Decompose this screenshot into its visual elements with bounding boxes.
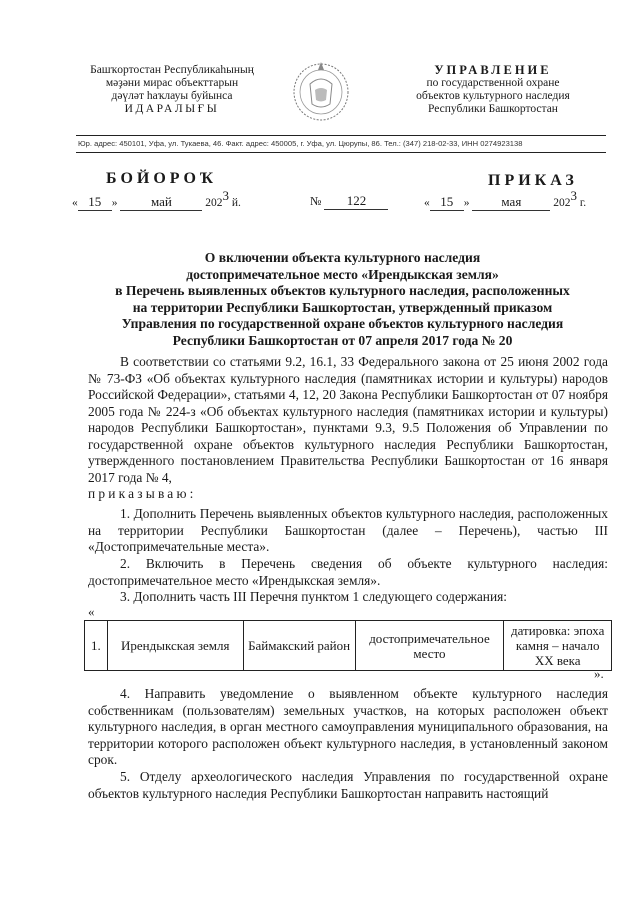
heading-line: достопримечательное место «Ирендыкская земля» — [186, 266, 499, 282]
header-left-line-3: дәүләт һаҡлауы буйынса — [111, 90, 233, 102]
header-divider-bottom — [76, 152, 606, 153]
date-left-day: 15 — [78, 194, 112, 211]
header-bashkir-org — [72, 64, 272, 116]
order-number — [310, 193, 388, 210]
number-sign: № — [310, 194, 322, 208]
cell-district: Баймакский район — [243, 621, 355, 671]
date-right: « 15 » мая 2023 г. — [424, 188, 587, 209]
order-title-bashkir: БОЙОРОҠ — [106, 170, 218, 187]
quote-open: « — [88, 604, 95, 619]
order-title-russian: ПРИКАЗ — [488, 172, 578, 189]
item-1: 1. Дополнить Перечень выявленных объектов культурного наследия, расположенных на территории Республики Башкортостан (далее – Перечень), частью III «Достопримечательные места». — [88, 506, 608, 554]
heading-line: Республики Башкортостан от 07 апреля 2017 года № 20 — [172, 332, 513, 348]
date-right-year-prefix: 202 — [553, 197, 571, 209]
cell-num: 1. — [85, 621, 108, 671]
object-table — [84, 620, 612, 671]
heading-line: на территории Республики Башкортостан, утвержденный приказом — [132, 299, 553, 315]
heading-line: Управления по государственной охране объектов культурного наследия — [121, 316, 564, 332]
date-right-year-digit: 3 — [570, 188, 577, 203]
item-4: 4. Направить уведомление о выявленном объекте культурного наследия собственникам (пользователям) земельных участков, на которых расположен объект культурного наследия, в орган местного самоуправления муниципального образования, на территории которого расположен объект культурного наследия, в установленный законом срок. — [88, 686, 608, 767]
header-left-org: ИДАРАЛЫҒЫ — [124, 103, 220, 115]
document-heading — [70, 250, 615, 350]
cell-type: достопримечательное место — [355, 621, 504, 671]
header-right-title: УПРАВЛЕНИЕ — [434, 63, 552, 77]
header-address: Юр. адрес: 450101, Уфа, ул. Тукаева, 46. Факт. адрес: 450005, г. Уфа, ул. Цюрупы, 86. Тел.: (347) 218-02-33, ИНН 0274923138 — [78, 139, 523, 148]
cell-dating: датировка: эпоха камня – начало XX века — [504, 621, 612, 671]
date-right-day: 15 — [430, 194, 464, 211]
quote-close: ». — [594, 666, 604, 681]
header-left-line-2: мәҙәни мирас объекттарын — [105, 77, 239, 89]
item-2: 2. Включить в Перечень сведения об объекте культурного наследия: достопримечательное место «Ирендыкская земля». — [88, 556, 608, 588]
header-right-line-3: Республики Башкортостан — [428, 103, 558, 115]
cell-name: Ирендыкская земля — [107, 621, 243, 671]
number-value: 122 — [324, 193, 388, 210]
date-right-month: мая — [472, 194, 550, 211]
date-left: « 15 » май 2023 й. — [72, 188, 241, 209]
item-3: 3. Дополнить часть III Перечня пунктом 1 следующего содержания: — [120, 589, 508, 604]
header-russian-org — [388, 64, 598, 116]
heading-line: в Перечень выявленных объектов культурного наследия, расположенных — [115, 283, 570, 299]
date-left-year-suffix: й. — [231, 197, 241, 209]
table-row — [85, 621, 612, 671]
date-left-month: май — [120, 194, 202, 211]
item-5: 5. Отделу археологического наследия Управления по государственной охране объектов культурного наследия Республики Башкортостан направить настоящий — [88, 769, 608, 801]
emblem-icon — [288, 54, 354, 124]
header-right-line-1: по государственной охране — [426, 77, 560, 89]
heading-line: О включении объекта культурного наследия — [204, 250, 481, 265]
date-left-year-prefix: 202 — [205, 197, 223, 209]
header-divider-top — [76, 135, 606, 136]
date-right-year-suffix: г. — [579, 197, 587, 209]
header-left-line-1: Башҡортостан Республикаһының — [90, 64, 254, 76]
order-word: приказываю: — [88, 486, 197, 501]
header-right-line-2: объектов культурного наследия — [416, 90, 570, 102]
date-left-year-digit: 3 — [222, 188, 229, 203]
preamble-paragraph: В соответствии со статьями 9.2, 16.1, 33 Федерального закона от 25 июня 2002 года № 73-ФЗ «Об объектах культурного наследия (памятниках истории и культуры) народов Российской Федерации», статьями 4, 12, 20 Закона Республики Башкортостан от 07 ноября 2005 года № 224-з «Об объектах культурного наследия (памятниках истории и культуры) народов Республики Башкортостан», пунктами 9.3, 9.5 Положения об Управлении по государственной охране объектов культурного наследия Республики Башкортостан, утвержденного постановлением Правительства Республики Башкортостан от 16 января 2017 года № 4, — [88, 354, 608, 485]
